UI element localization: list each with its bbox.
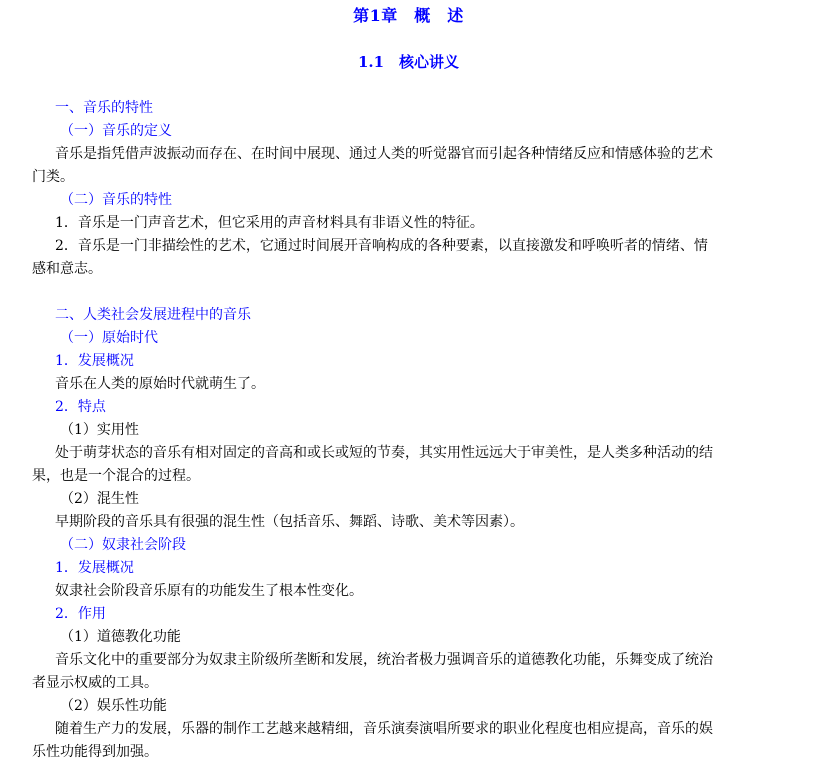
paragraph-continuation: 果，也是一个混合的过程。 [32,468,200,484]
section-title: 1.1 核心讲义 [357,53,460,71]
paragraph: 处于萌芽状态的音乐有相对固定的音高和或长或短的节奏，其实用性远远大于审美性，是人类多种活动的结 [55,445,713,461]
spacer [32,281,784,304]
paragraph: 音乐文化中的重要部分为奴隶主阶级所垄断和发展，统治者极力强调音乐的道德教化功能，乐舞变成了统治 [55,652,713,668]
document-body [32,97,784,764]
paragraph: 奴隶社会阶段音乐原有的功能发生了根本性变化。 [55,583,363,599]
paragraph-continuation: 乐性功能得到加强。 [32,744,158,760]
heading-level2: （一）音乐的定义 [60,123,172,139]
heading-level1: 二、人类社会发展进程中的音乐 [55,307,251,323]
chapter-title: 第1章 概 述 [353,6,464,25]
paragraph-continuation: 者显示权威的工具。 [32,675,158,691]
paragraph: 早期阶段的音乐具有很强的混生性（包括音乐、舞蹈、诗歌、美术等因素）。 [55,514,524,530]
heading-level3: 1．发展概况 [55,353,134,369]
heading-level4: （2）娱乐性功能 [60,698,167,714]
paragraph-continuation: 门类。 [32,169,74,185]
list-item: 2．音乐是一门非描绘性的艺术，它通过时间展开音响构成的各种要素，以直接激发和呼唤听者的情绪、情 [55,238,708,254]
heading-level1: 一、音乐的特性 [55,100,153,116]
heading-level3: 2．特点 [55,399,106,415]
paragraph: 随着生产力的发展，乐器的制作工艺越来越精细，音乐演奏演唱所要求的职业化程度也相应提高，音乐的娱 [55,721,713,737]
heading-level2: （一）原始时代 [60,330,158,346]
paragraph: 音乐是指凭借声波振动而存在、在时间中展现、通过人类的听觉器官而引起各种情绪反应和情感体验的艺术 [55,146,713,162]
heading-level2: （二）音乐的特性 [60,192,172,208]
heading-level4: （2）混生性 [60,491,139,507]
paragraph-continuation: 感和意志。 [32,261,102,277]
heading-level4: （1）道德教化功能 [60,629,181,645]
list-item: 1．音乐是一门声音艺术，但它采用的声音材料具有非语义性的特征。 [55,215,484,231]
heading-level2: （二）奴隶社会阶段 [60,537,186,553]
paragraph: 音乐在人类的原始时代就萌生了。 [55,376,265,392]
heading-level3: 1．发展概况 [55,560,134,576]
heading-level3: 2．作用 [55,606,106,622]
heading-level4: （1）实用性 [60,422,139,438]
